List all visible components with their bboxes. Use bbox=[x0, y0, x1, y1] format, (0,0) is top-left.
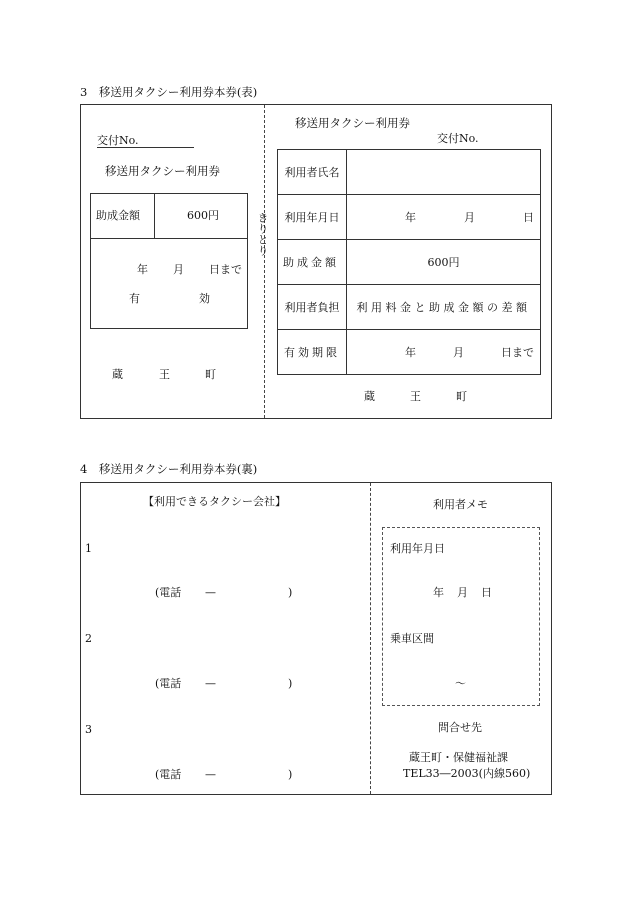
ticket-subsidy-label-text: 助成金額 bbox=[283, 256, 339, 269]
stub-subsidy-value-cell bbox=[155, 194, 247, 239]
stub-valid-day: 日まで bbox=[209, 263, 242, 276]
ticket-subsidy-value: 600円 bbox=[347, 240, 541, 285]
company-1-phone-open: (電話 bbox=[155, 586, 182, 599]
company-2-number: 2 bbox=[85, 632, 92, 645]
stub-valid-label-a: 有 bbox=[129, 292, 140, 305]
ticket-date-day: 日 bbox=[523, 211, 534, 224]
ticket-row-burden bbox=[278, 285, 541, 330]
company-3-phone-close: ) bbox=[288, 768, 293, 781]
ticket-expiry-label: 有効期限 bbox=[278, 330, 347, 375]
company-2-phone-close: ) bbox=[288, 677, 293, 690]
stub-valid-year: 年 bbox=[137, 263, 148, 276]
ticket-date-label: 利用年月日 bbox=[278, 195, 347, 240]
ticket-expiry-value bbox=[347, 330, 541, 375]
memo-month: 月 bbox=[457, 586, 468, 599]
memo-year: 年 bbox=[433, 586, 444, 599]
ticket-issuer-b: 王 bbox=[410, 390, 421, 403]
memo-day: 日 bbox=[481, 586, 492, 599]
stub-title: 移送用タクシー利用券 bbox=[105, 164, 220, 178]
ticket-row-subsidy bbox=[278, 240, 541, 285]
tear-label: きりとり bbox=[256, 212, 269, 256]
stub-subsidy-value: 600円 bbox=[187, 209, 219, 222]
ticket-issuer-a: 蔵 bbox=[364, 390, 375, 403]
stub-box bbox=[90, 193, 248, 329]
company-3-phone-dash: — bbox=[205, 768, 216, 781]
company-3-phone-open: (電話 bbox=[155, 768, 182, 781]
contact-title: 問合せ先 bbox=[438, 721, 482, 734]
ticket-burden-value: 利用料金と助成金額の差額 bbox=[347, 285, 541, 330]
section4-heading: 4 移送用タクシー利用券本券(裏) bbox=[80, 462, 258, 476]
ticket-issue-no-label: 交付No. bbox=[437, 132, 479, 145]
ticket-row-expiry bbox=[278, 330, 541, 375]
company-2-phone-open: (電話 bbox=[155, 677, 182, 690]
companies-title: 【利用できるタクシー会社】 bbox=[143, 495, 286, 508]
memo-date-label: 利用年月日 bbox=[390, 542, 445, 555]
company-1-phone-dash: — bbox=[205, 586, 216, 599]
memo-tilde: ～ bbox=[455, 677, 466, 690]
ticket-burden-label: 利用者負担 bbox=[278, 285, 347, 330]
section3-heading: 3 移送用タクシー利用券本券(表) bbox=[80, 85, 258, 99]
company-3-number: 3 bbox=[85, 723, 92, 736]
ticket-expiry-month: 月 bbox=[453, 346, 464, 359]
stub-valid-label-b: 効 bbox=[199, 292, 210, 305]
ticket-table bbox=[277, 149, 541, 375]
ticket-date-month: 月 bbox=[464, 211, 475, 224]
ticket-row-name bbox=[278, 150, 541, 195]
contact-dept: 蔵王町・保健福祉課 bbox=[409, 751, 508, 764]
ticket-expiry-day: 日まで bbox=[501, 346, 534, 359]
stub-valid-month: 月 bbox=[173, 263, 184, 276]
stub-issue-no-underline bbox=[97, 147, 194, 148]
company-1-phone-close: ) bbox=[288, 586, 293, 599]
stub-issue-no-label: 交付No. bbox=[97, 134, 139, 147]
stub-subsidy-label-cell bbox=[91, 194, 155, 239]
stub-issuer-c: 町 bbox=[205, 368, 216, 381]
tear-line bbox=[264, 105, 265, 418]
stub-subsidy-label: 助成金額 bbox=[96, 209, 140, 222]
ticket-expiry-year: 年 bbox=[405, 346, 416, 359]
ticket-name-value bbox=[347, 150, 541, 195]
memo-title: 利用者メモ bbox=[433, 498, 488, 511]
ticket-title: 移送用タクシー利用券 bbox=[295, 116, 410, 130]
stub-issuer-a: 蔵 bbox=[112, 368, 123, 381]
ticket-name-label: 利用者氏名 bbox=[278, 150, 347, 195]
contact-tel: TEL33―2003(内線560) bbox=[403, 767, 531, 780]
back-divider bbox=[370, 483, 371, 794]
company-1-number: 1 bbox=[85, 542, 92, 555]
memo-route-label: 乗車区間 bbox=[390, 632, 434, 645]
ticket-date-value bbox=[347, 195, 541, 240]
ticket-row-date bbox=[278, 195, 541, 240]
ticket-date-year: 年 bbox=[405, 211, 416, 224]
company-2-phone-dash: — bbox=[205, 677, 216, 690]
ticket-issuer-c: 町 bbox=[456, 390, 467, 403]
stub-issuer-b: 王 bbox=[159, 368, 170, 381]
ticket-subsidy-label bbox=[278, 240, 347, 285]
